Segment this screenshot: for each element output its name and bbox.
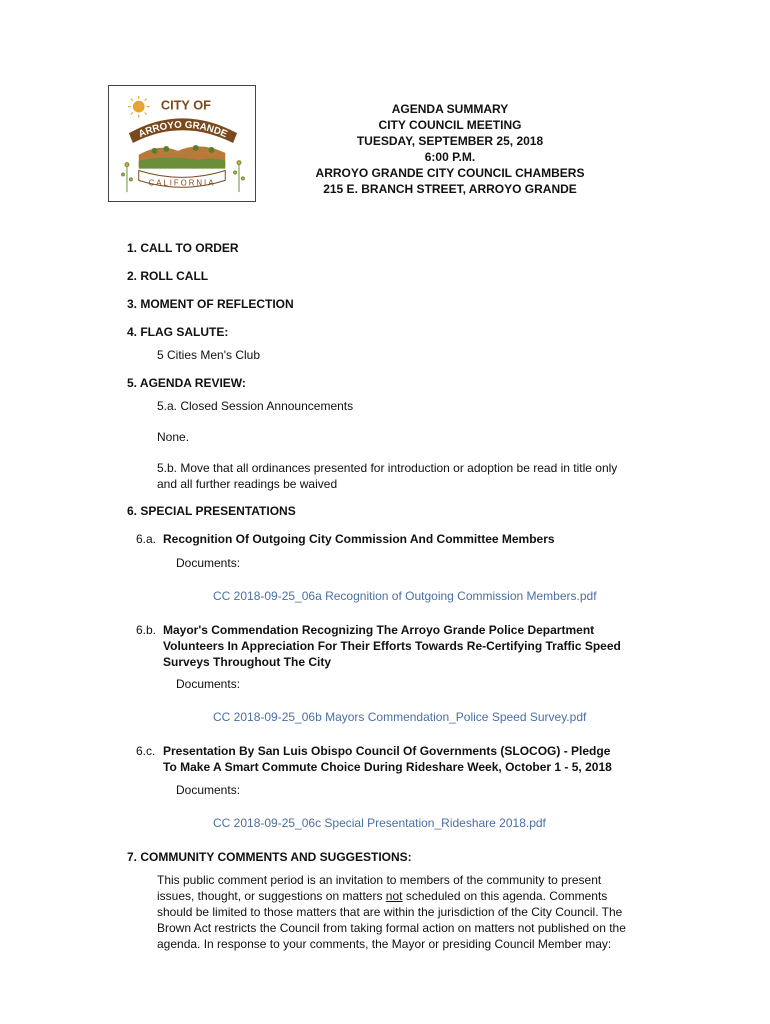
item-5a-label: 5.a. Closed Session Announcements (157, 399, 354, 413)
item-6a-title: Recognition Of Outgoing City Commission And Committee Members (163, 532, 555, 546)
underlined-not: not (385, 889, 403, 903)
header-title: AGENDA SUMMARY (391, 102, 509, 116)
city-logo (108, 85, 256, 202)
agenda-header (300, 101, 600, 197)
item-6a-document-link[interactable]: CC 2018-09-25_06a Recognition of Outgoing Commission Members.pdf (213, 589, 597, 603)
paragraph-line: This public comment period is an invitation to members of the community to present (157, 873, 602, 887)
header-location: ARROYO GRANDE CITY COUNCIL CHAMBERS (315, 166, 585, 180)
item-6c-documents-label: Documents: (176, 783, 241, 797)
item-6b-number: 6.b. (136, 623, 157, 637)
agenda-item-agenda-review: 5. AGENDA REVIEW: (127, 376, 246, 390)
item-6b-title-line2: Volunteers In Appreciation For Their Efforts Towards Re-Certifying Traffic Speed (163, 639, 621, 653)
agenda-item-special-presentations: 6. SPECIAL PRESENTATIONS (127, 504, 296, 518)
header-time: 6:00 P.M. (424, 150, 476, 164)
item-6b-title-line3: Surveys Throughout The City (163, 655, 332, 669)
agenda-item-flag-salute: 4. FLAG SALUTE: (127, 325, 229, 339)
item-5b-line1: 5.b. Move that all ordinances presented for introduction or adoption be read in title only (157, 461, 618, 475)
logo-top-text: CITY OF (160, 97, 211, 113)
header-date: TUESDAY, SEPTEMBER 25, 2018 (356, 134, 544, 148)
community-comments-paragraph (157, 872, 647, 952)
item-6a-documents-label: Documents: (176, 556, 241, 570)
flag-salute-detail: 5 Cities Men's Club (157, 348, 260, 362)
paragraph-line: agenda. In response to your comments, the Mayor or presiding Council Member may: (157, 937, 612, 951)
header-meeting: CITY COUNCIL MEETING (378, 118, 522, 132)
agenda-item-call-to-order: 1. CALL TO ORDER (127, 241, 239, 255)
item-6c-document-link[interactable]: CC 2018-09-25_06c Special Presentation_Rideshare 2018.pdf (213, 816, 546, 830)
item-6c-title-line1: Presentation By San Luis Obispo Council Of Governments (SLOCOG) - Pledge (163, 744, 611, 758)
paragraph-text: scheduled on this agenda. Comments (402, 889, 608, 903)
header-address: 215 E. BRANCH STREET, ARROYO GRANDE (323, 182, 577, 196)
item-6a-number: 6.a. (136, 532, 157, 546)
paragraph-text: issues, thought, or suggestions on matters (157, 889, 386, 903)
sun-icon (128, 96, 150, 118)
item-6c-number: 6.c. (136, 744, 156, 758)
paragraph-line (157, 888, 647, 904)
logo-arc-text: ARROYO GRANDE (137, 119, 229, 141)
logo-bottom-text: CALIFORNIA (148, 178, 216, 188)
city-seal-icon (109, 86, 255, 201)
paragraph-line: should be limited to those matters that are within the jurisdiction of the City Council. The (157, 905, 623, 919)
item-6b-document-link[interactable]: CC 2018-09-25_06b Mayors Commendation_Police Speed Survey.pdf (213, 710, 587, 724)
agenda-item-moment-of-reflection: 3. MOMENT OF REFLECTION (127, 297, 294, 311)
item-5a-none: None. (157, 430, 190, 444)
item-6b-documents-label: Documents: (176, 677, 241, 691)
item-5b-line2: and all further readings be waived (157, 477, 338, 491)
item-6b-title-line1: Mayor's Commendation Recognizing The Arroyo Grande Police Department (163, 623, 595, 637)
paragraph-line: Brown Act restricts the Council from taking formal action on matters not published on the (157, 921, 626, 935)
agenda-item-roll-call: 2. ROLL CALL (127, 269, 209, 283)
agenda-item-community-comments: 7. COMMUNITY COMMENTS AND SUGGESTIONS: (127, 850, 412, 864)
item-6c-title-line2: To Make A Smart Commute Choice During Rideshare Week, October 1 - 5, 2018 (163, 760, 612, 774)
